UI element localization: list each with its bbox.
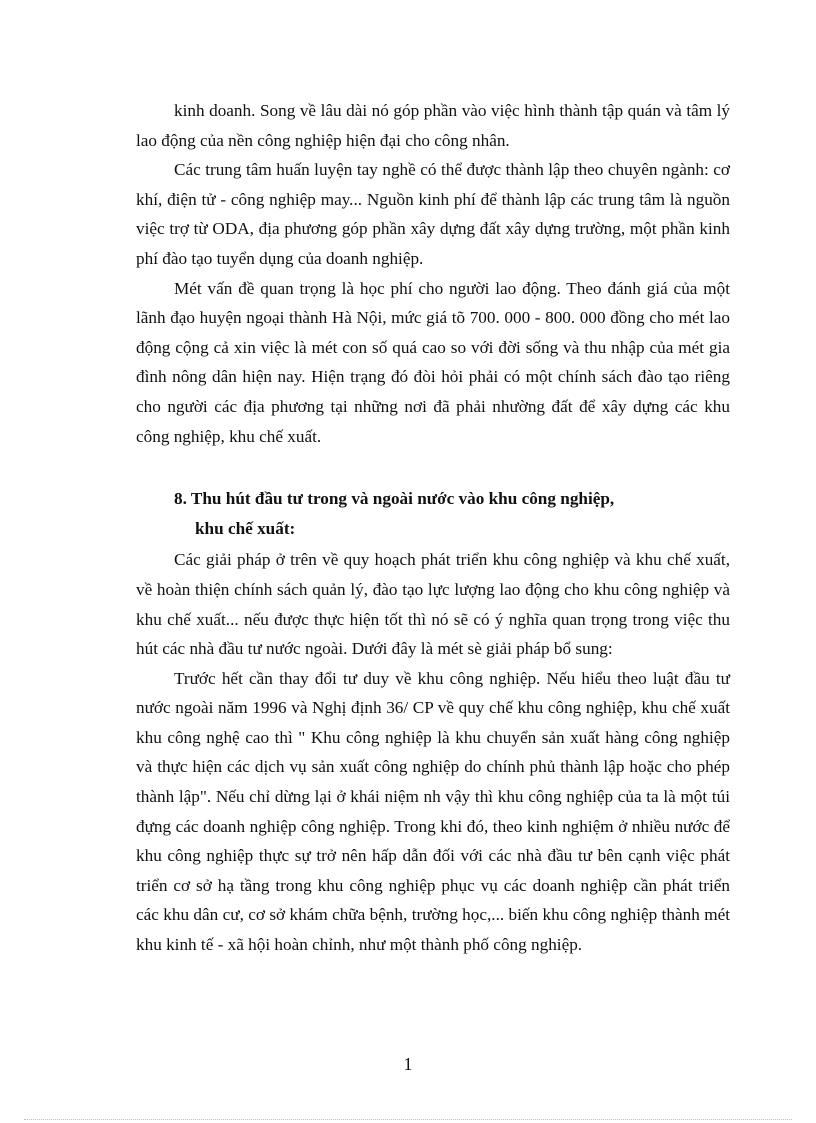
section-heading-line2: khu chế xuất: — [195, 518, 296, 538]
document-body — [136, 96, 730, 960]
paragraph: Trước hết cần thay đổi tư duy về khu công nghiệp. Nếu hiểu theo luật đầu tư nước ngoài năm 1996 và Nghị định 36/ CP về quy chế khu công nghiệp, khu chế xuất khu công nghệ cao thì " Khu công nghiệp là khu chuyển sản xuất hàng công nghiệp và thực hiện các dịch vụ sản xuất công nghiệp do chính phủ thành lập hoặc cho phép thành lập". Nếu chỉ dừng lại ở khái niệm nh vậy thì khu công nghiệp của ta là một túi đựng các doanh nghiệp công nghiệp. Trong khi đó, theo kinh nghiệm ở nhiều nước để khu công nghiệp thực sự trở nên hấp dẫn đối với các nhà đầu tư bên cạnh việc phát triển cơ sở hạ tầng trong khu công nghiệp phục vụ các doanh nghiệp cần phát triển các khu dân cư, cơ sở khám chữa bệnh, trường học,... biến khu công nghiệp thành mét khu kinh tế - xã hội hoàn chỉnh, như một thành phố công nghiệp. — [136, 668, 730, 955]
footer-divider — [24, 1119, 792, 1120]
paragraph: Các trung tâm huấn luyện tay nghề có thể được thành lập theo chuyên ngành: cơ khí, điện tử - công nghiệp may... Nguồn kinh phí để thành lập các trung tâm là nguồn việc trợ từ ODA, địa phương góp phần xây dựng đất xây dựng trường, một phần kinh phí đào tạo tuyển dụng của doanh nghiệp. — [136, 160, 730, 268]
page-number: 1 — [403, 1054, 413, 1074]
paragraph: Mét vấn đề quan trọng là học phí cho người lao động. Theo đánh giá của một lãnh đạo huyện ngoại thành Hà Nội, mức giá tõ 700. 000 - 800. 000 đồng cho mét lao động cộng cả xin việc là mét con số quá cao so với đời sống và thu nhập của mét gia đình nông dân hiện nay. Hiện trạng đó đòi hỏi phải có một chính sách đào tạo riêng cho người các địa phương tại những nơi đã phải nhường đất để xây dựng các khu công nghiệp, khu chế xuất. — [136, 278, 730, 446]
section-spacer — [136, 451, 730, 484]
section-heading — [136, 484, 730, 543]
section-heading-line1: 8. Thu hút đầu tư trong và ngoài nước vào khu công nghiệp, — [174, 489, 615, 509]
paragraph: kinh doanh. Song về lâu dài nó góp phần vào việc hình thành tập quán và tâm lý lao động của nền công nghiệp hiện đại cho công nhân. — [136, 101, 730, 150]
paragraph: Các giải pháp ở trên về quy hoạch phát triển khu công nghiệp và khu chế xuất, về hoàn thiện chính sách quản lý, đào tạo lực lượng lao động cho khu công nghiệp và khu chế xuất... nếu được thực hiện tốt thì nó sẽ có ý nghĩa quan trọng trong việc thu hút các nhà đầu tư nước ngoài. Dưới đây là mét sè giải pháp bổ sung: — [136, 550, 730, 659]
